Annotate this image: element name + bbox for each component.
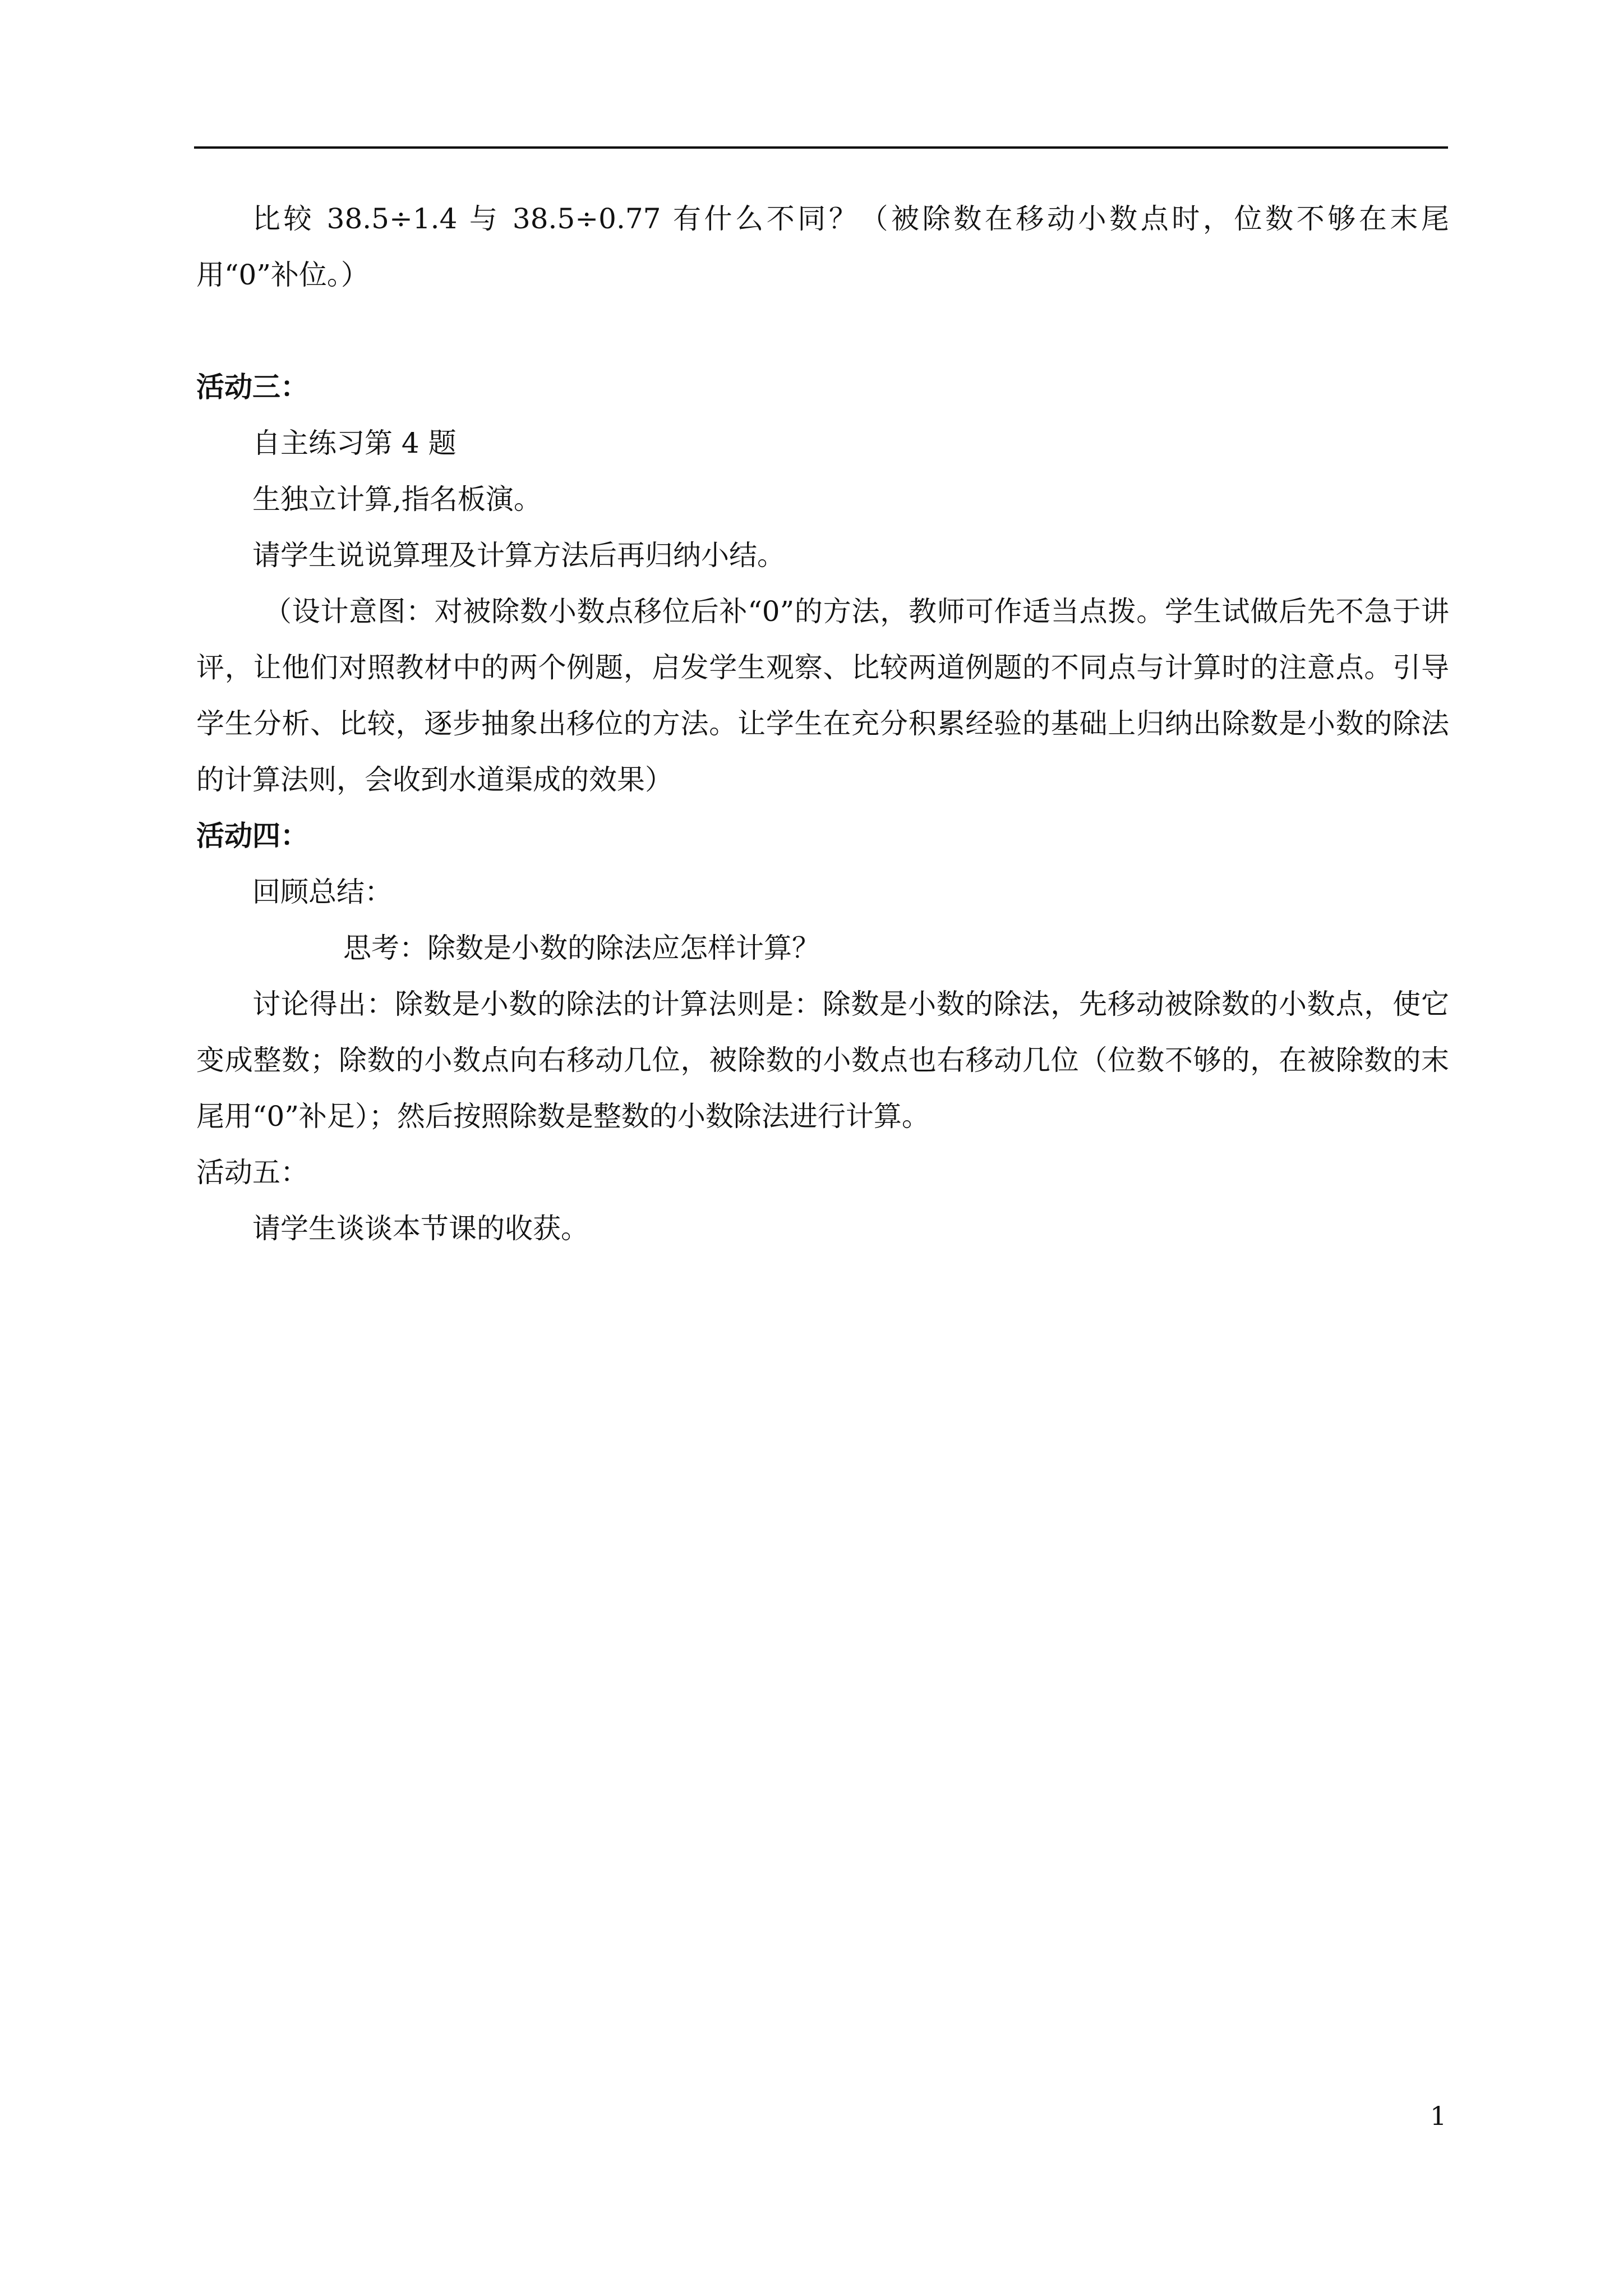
activity3-heading: 活动三：: [196, 370, 308, 403]
page-number: 1: [1430, 2101, 1447, 2131]
intro-paragraph: 比较 38.5÷1.4 与 38.5÷0.77 有什么不同？（被除数在移动小数点时，位数不够在末尾用“0”补位。）: [196, 203, 1449, 291]
discussion-paragraph: 讨论得出：除数是小数的除法的计算法则是：除数是小数的除法，先移动被除数的小数点，使它变成整数；除数的小数点向右移动几位，被除数的小数点也右移动几位（位数不够的，在被除数的末尾用“0”补足）；然后按照除数是整数的小数除法进行计算。: [196, 988, 1449, 1133]
activity3-line-3: 请学生说说算理及计算方法后再归纳小结。: [252, 539, 785, 572]
think-question: 思考：除数是小数的除法应怎样计算？: [343, 932, 820, 964]
activity5-line: 请学生谈谈本节课的收获。: [252, 1212, 589, 1245]
review-summary-line: 回顾总结：: [252, 876, 393, 908]
design-intent-paragraph: （设计意图：对被除数小数点移位后补“0”的方法，教师可作适当点拨。学生试做后先不急于讲评，让他们对照教材中的两个例题，启发学生观察、比较两道例题的不同点与计算时的注意点。引导学生分析、比较，逐步抽象出移位的方法。让学生在充分积累经验的基础上归纳出除数是小数的除法的计算法则，会收到水道渠成的效果）: [196, 595, 1449, 796]
document-body: [196, 191, 1449, 1257]
activity3-line-2: 生独立计算,指名板演。: [252, 483, 542, 516]
header-rule: [194, 146, 1448, 149]
activity5-heading: 活动五：: [196, 1156, 308, 1189]
activity3-line-1: 自主练习第 4 题: [252, 427, 457, 459]
section-gap: [196, 303, 1449, 359]
activity4-heading: 活动四：: [196, 819, 308, 852]
